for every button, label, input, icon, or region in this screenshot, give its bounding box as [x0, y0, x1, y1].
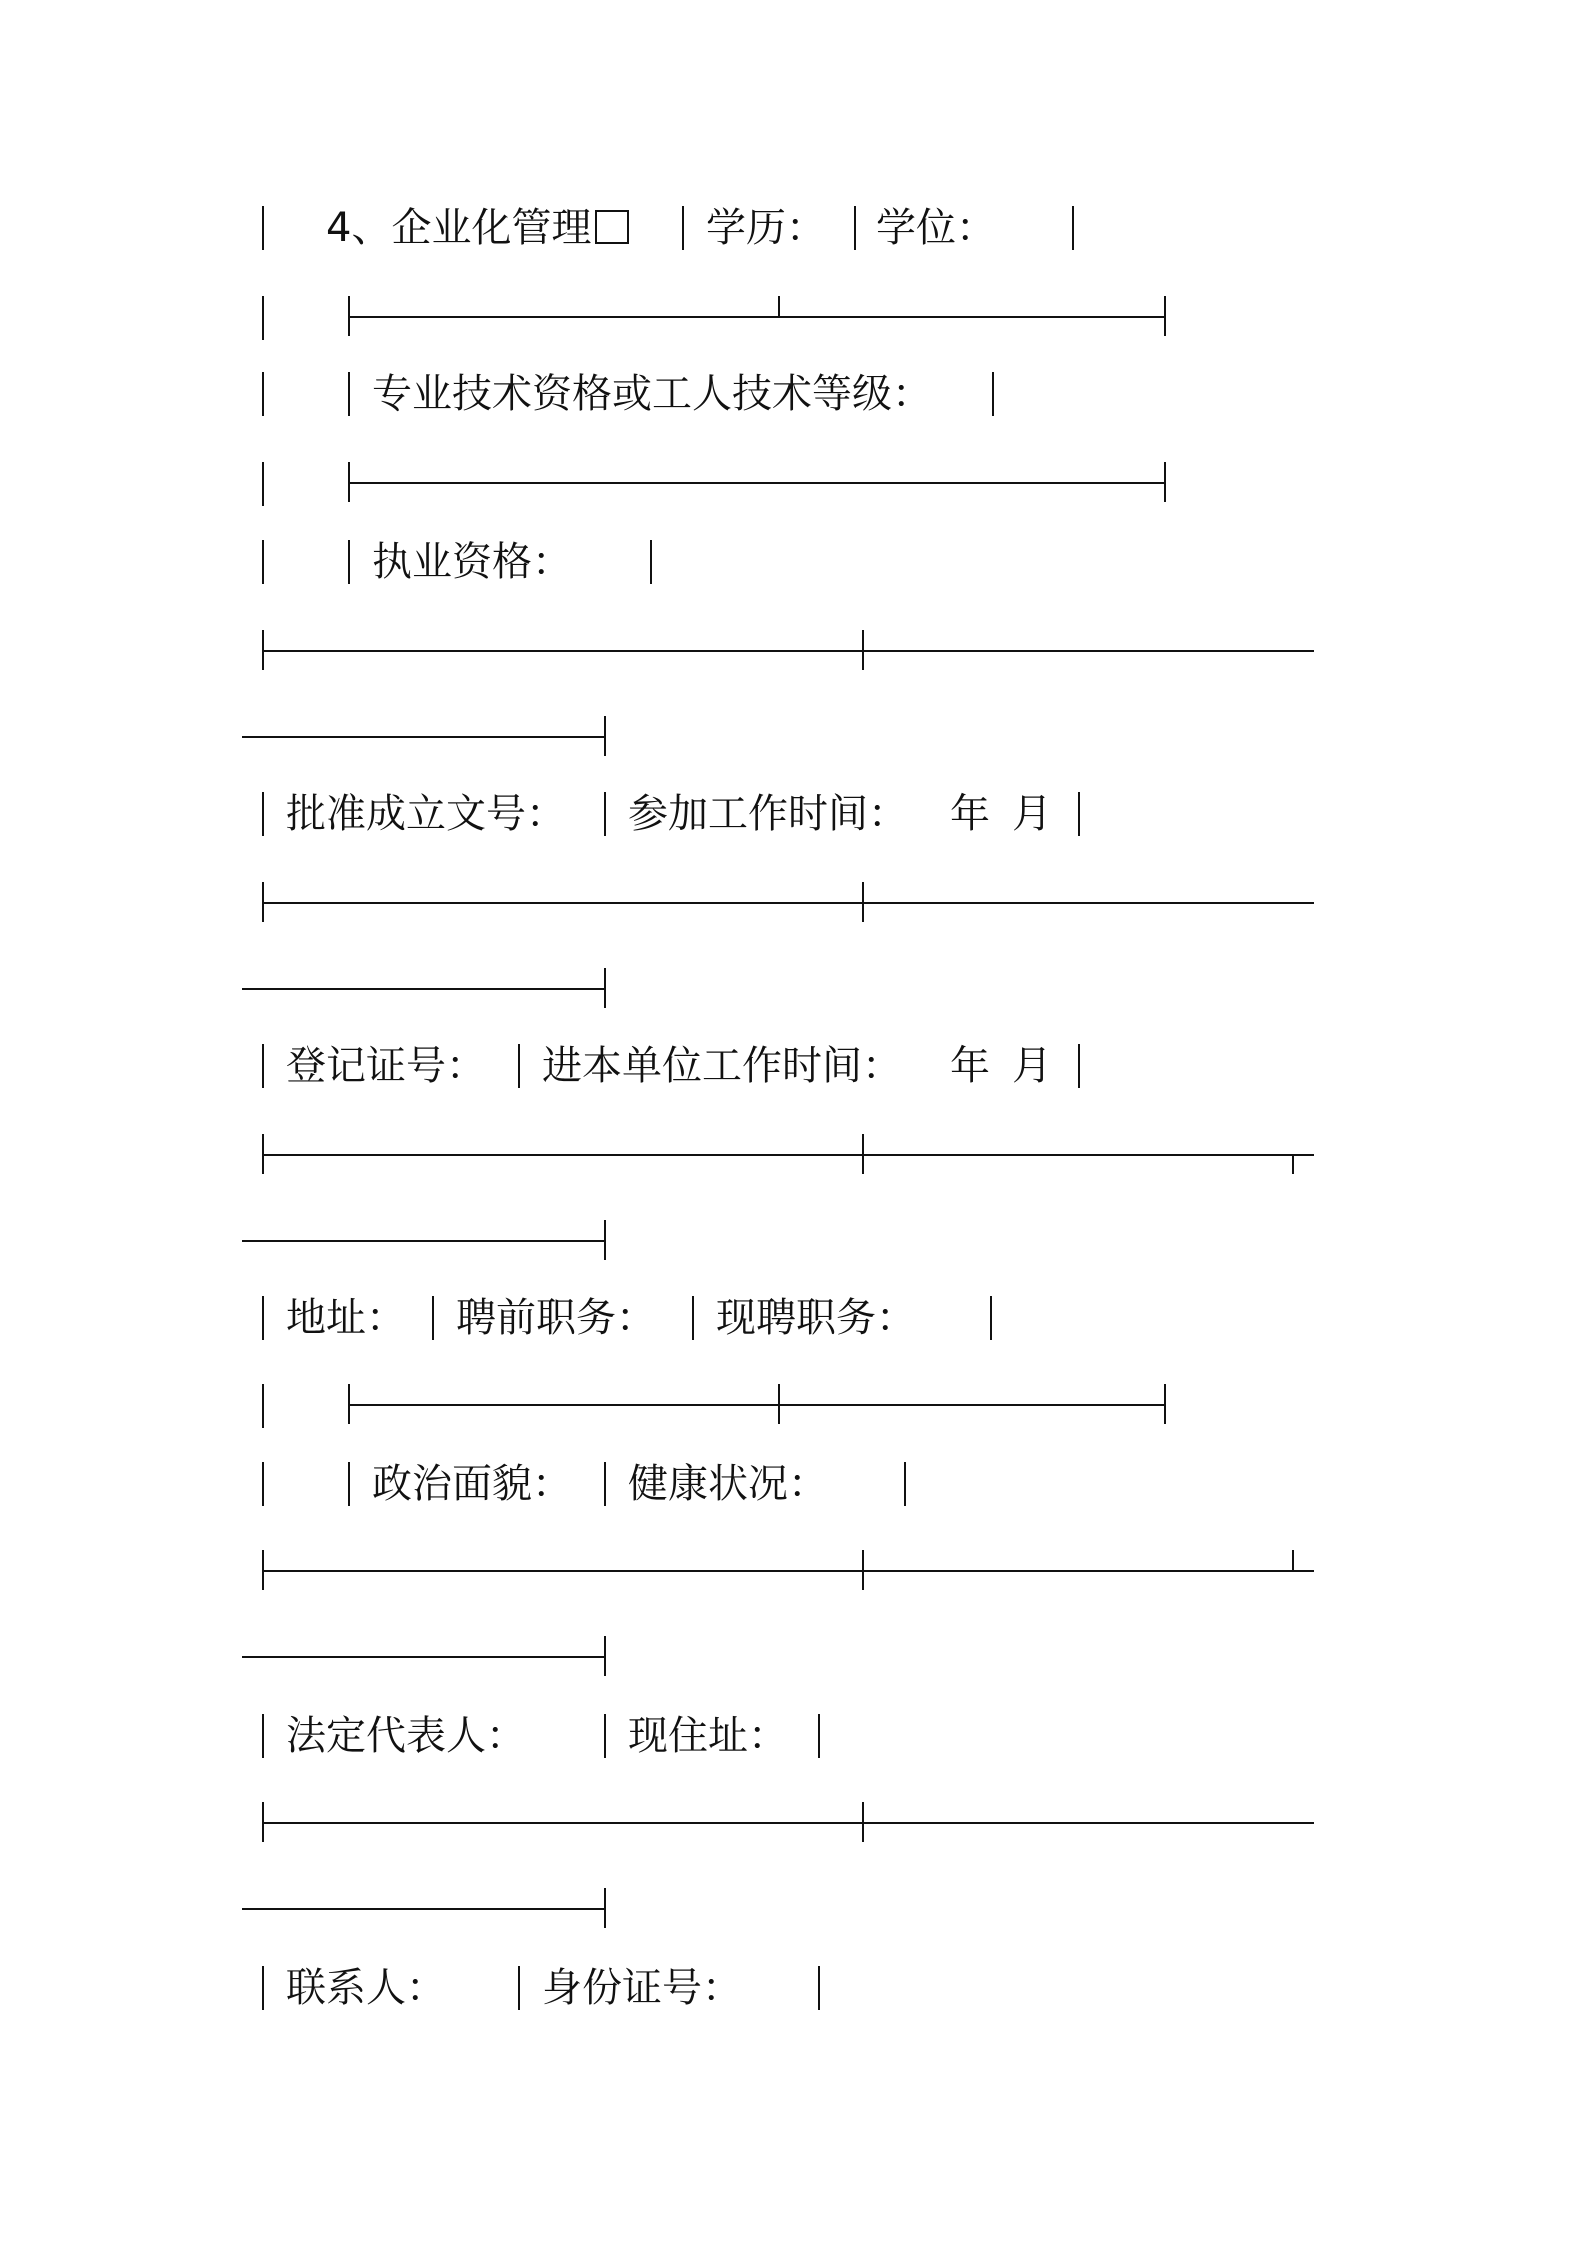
horizontal-rule	[262, 650, 1314, 652]
item-number-label	[326, 200, 629, 256]
residence-label: 现住址：	[628, 1713, 788, 1759]
rule-tick	[604, 1888, 606, 1928]
practice-label: 执业资格：	[372, 539, 572, 585]
border-bar	[854, 206, 856, 250]
rule-tick	[862, 882, 864, 922]
border-bar	[992, 372, 994, 416]
previous-position-label: 聘前职务：	[456, 1295, 656, 1341]
rule-tick	[604, 1220, 606, 1260]
border-bar	[262, 1966, 264, 2010]
border-bar	[262, 792, 264, 836]
border-bar	[262, 1714, 264, 1758]
degree-label: 学位：	[876, 205, 996, 251]
rule-tick	[1164, 1384, 1166, 1424]
address-label: 地址：	[286, 1295, 406, 1341]
border-bar	[348, 1462, 350, 1506]
horizontal-rule	[242, 1240, 606, 1242]
year-label: 年	[950, 1043, 990, 1089]
year-label: 年	[950, 791, 990, 837]
border-bar	[262, 206, 264, 250]
border-bar	[1078, 792, 1080, 836]
border-bar	[518, 1966, 520, 2010]
rule-tick	[862, 1134, 864, 1174]
horizontal-rule	[348, 482, 1166, 484]
unit-start-label: 进本单位工作时间：	[542, 1043, 902, 1089]
horizontal-rule	[242, 1908, 606, 1910]
approval-number-label: 批准成立文号：	[286, 791, 566, 837]
rule-tick	[604, 1636, 606, 1676]
border-bar	[818, 1966, 820, 2010]
border-bar	[692, 1296, 694, 1340]
item-text: 4、企业化管理	[326, 205, 592, 251]
contact-person-label: 联系人：	[286, 1965, 446, 2011]
border-bar	[518, 1044, 520, 1088]
border-bar	[1078, 1044, 1080, 1088]
border-bar	[262, 1044, 264, 1088]
border-bar	[262, 296, 264, 340]
registration-number-label: 登记证号：	[286, 1043, 486, 1089]
id-number-label: 身份证号：	[542, 1965, 742, 2011]
border-bar	[818, 1714, 820, 1758]
horizontal-rule	[242, 736, 606, 738]
border-bar	[348, 372, 350, 416]
horizontal-rule	[348, 1404, 1166, 1406]
legal-representative-label: 法定代表人：	[286, 1713, 526, 1759]
rule-tick	[1292, 1550, 1294, 1570]
checkbox[interactable]	[595, 210, 629, 244]
rule-tick	[778, 296, 780, 316]
rule-tick	[862, 1550, 864, 1590]
horizontal-rule	[262, 1154, 1314, 1156]
rule-tick	[862, 1802, 864, 1842]
current-position-label: 现聘职务：	[716, 1295, 916, 1341]
border-bar	[604, 1714, 606, 1758]
horizontal-rule	[242, 988, 606, 990]
border-bar	[432, 1296, 434, 1340]
border-bar	[348, 540, 350, 584]
border-bar	[604, 1462, 606, 1506]
work-start-label: 参加工作时间：	[628, 791, 908, 837]
border-bar	[990, 1296, 992, 1340]
qualification-label: 专业技术资格或工人技术等级：	[372, 371, 932, 417]
horizontal-rule	[262, 1822, 1314, 1824]
border-bar	[262, 1462, 264, 1506]
border-bar	[904, 1462, 906, 1506]
border-bar	[262, 372, 264, 416]
border-bar	[262, 462, 264, 506]
health-status-label: 健康状况：	[628, 1461, 828, 1507]
border-bar	[262, 540, 264, 584]
rule-tick	[604, 968, 606, 1008]
border-bar	[262, 1296, 264, 1340]
border-bar	[650, 540, 652, 584]
horizontal-rule	[262, 902, 1314, 904]
rule-tick	[778, 1384, 780, 1424]
rule-tick	[862, 630, 864, 670]
border-bar	[682, 206, 684, 250]
political-status-label: 政治面貌：	[372, 1461, 572, 1507]
rule-tick	[1292, 1154, 1294, 1174]
month-label: 月	[1012, 1043, 1052, 1089]
horizontal-rule	[262, 1570, 1314, 1572]
month-label: 月	[1012, 791, 1052, 837]
horizontal-rule	[242, 1656, 606, 1658]
rule-tick	[1164, 296, 1166, 336]
rule-tick	[604, 716, 606, 756]
border-bar	[604, 792, 606, 836]
border-bar	[1072, 206, 1074, 250]
rule-tick	[1164, 462, 1166, 502]
education-label: 学历：	[706, 205, 826, 251]
border-bar	[262, 1384, 264, 1428]
horizontal-rule	[348, 316, 1166, 318]
